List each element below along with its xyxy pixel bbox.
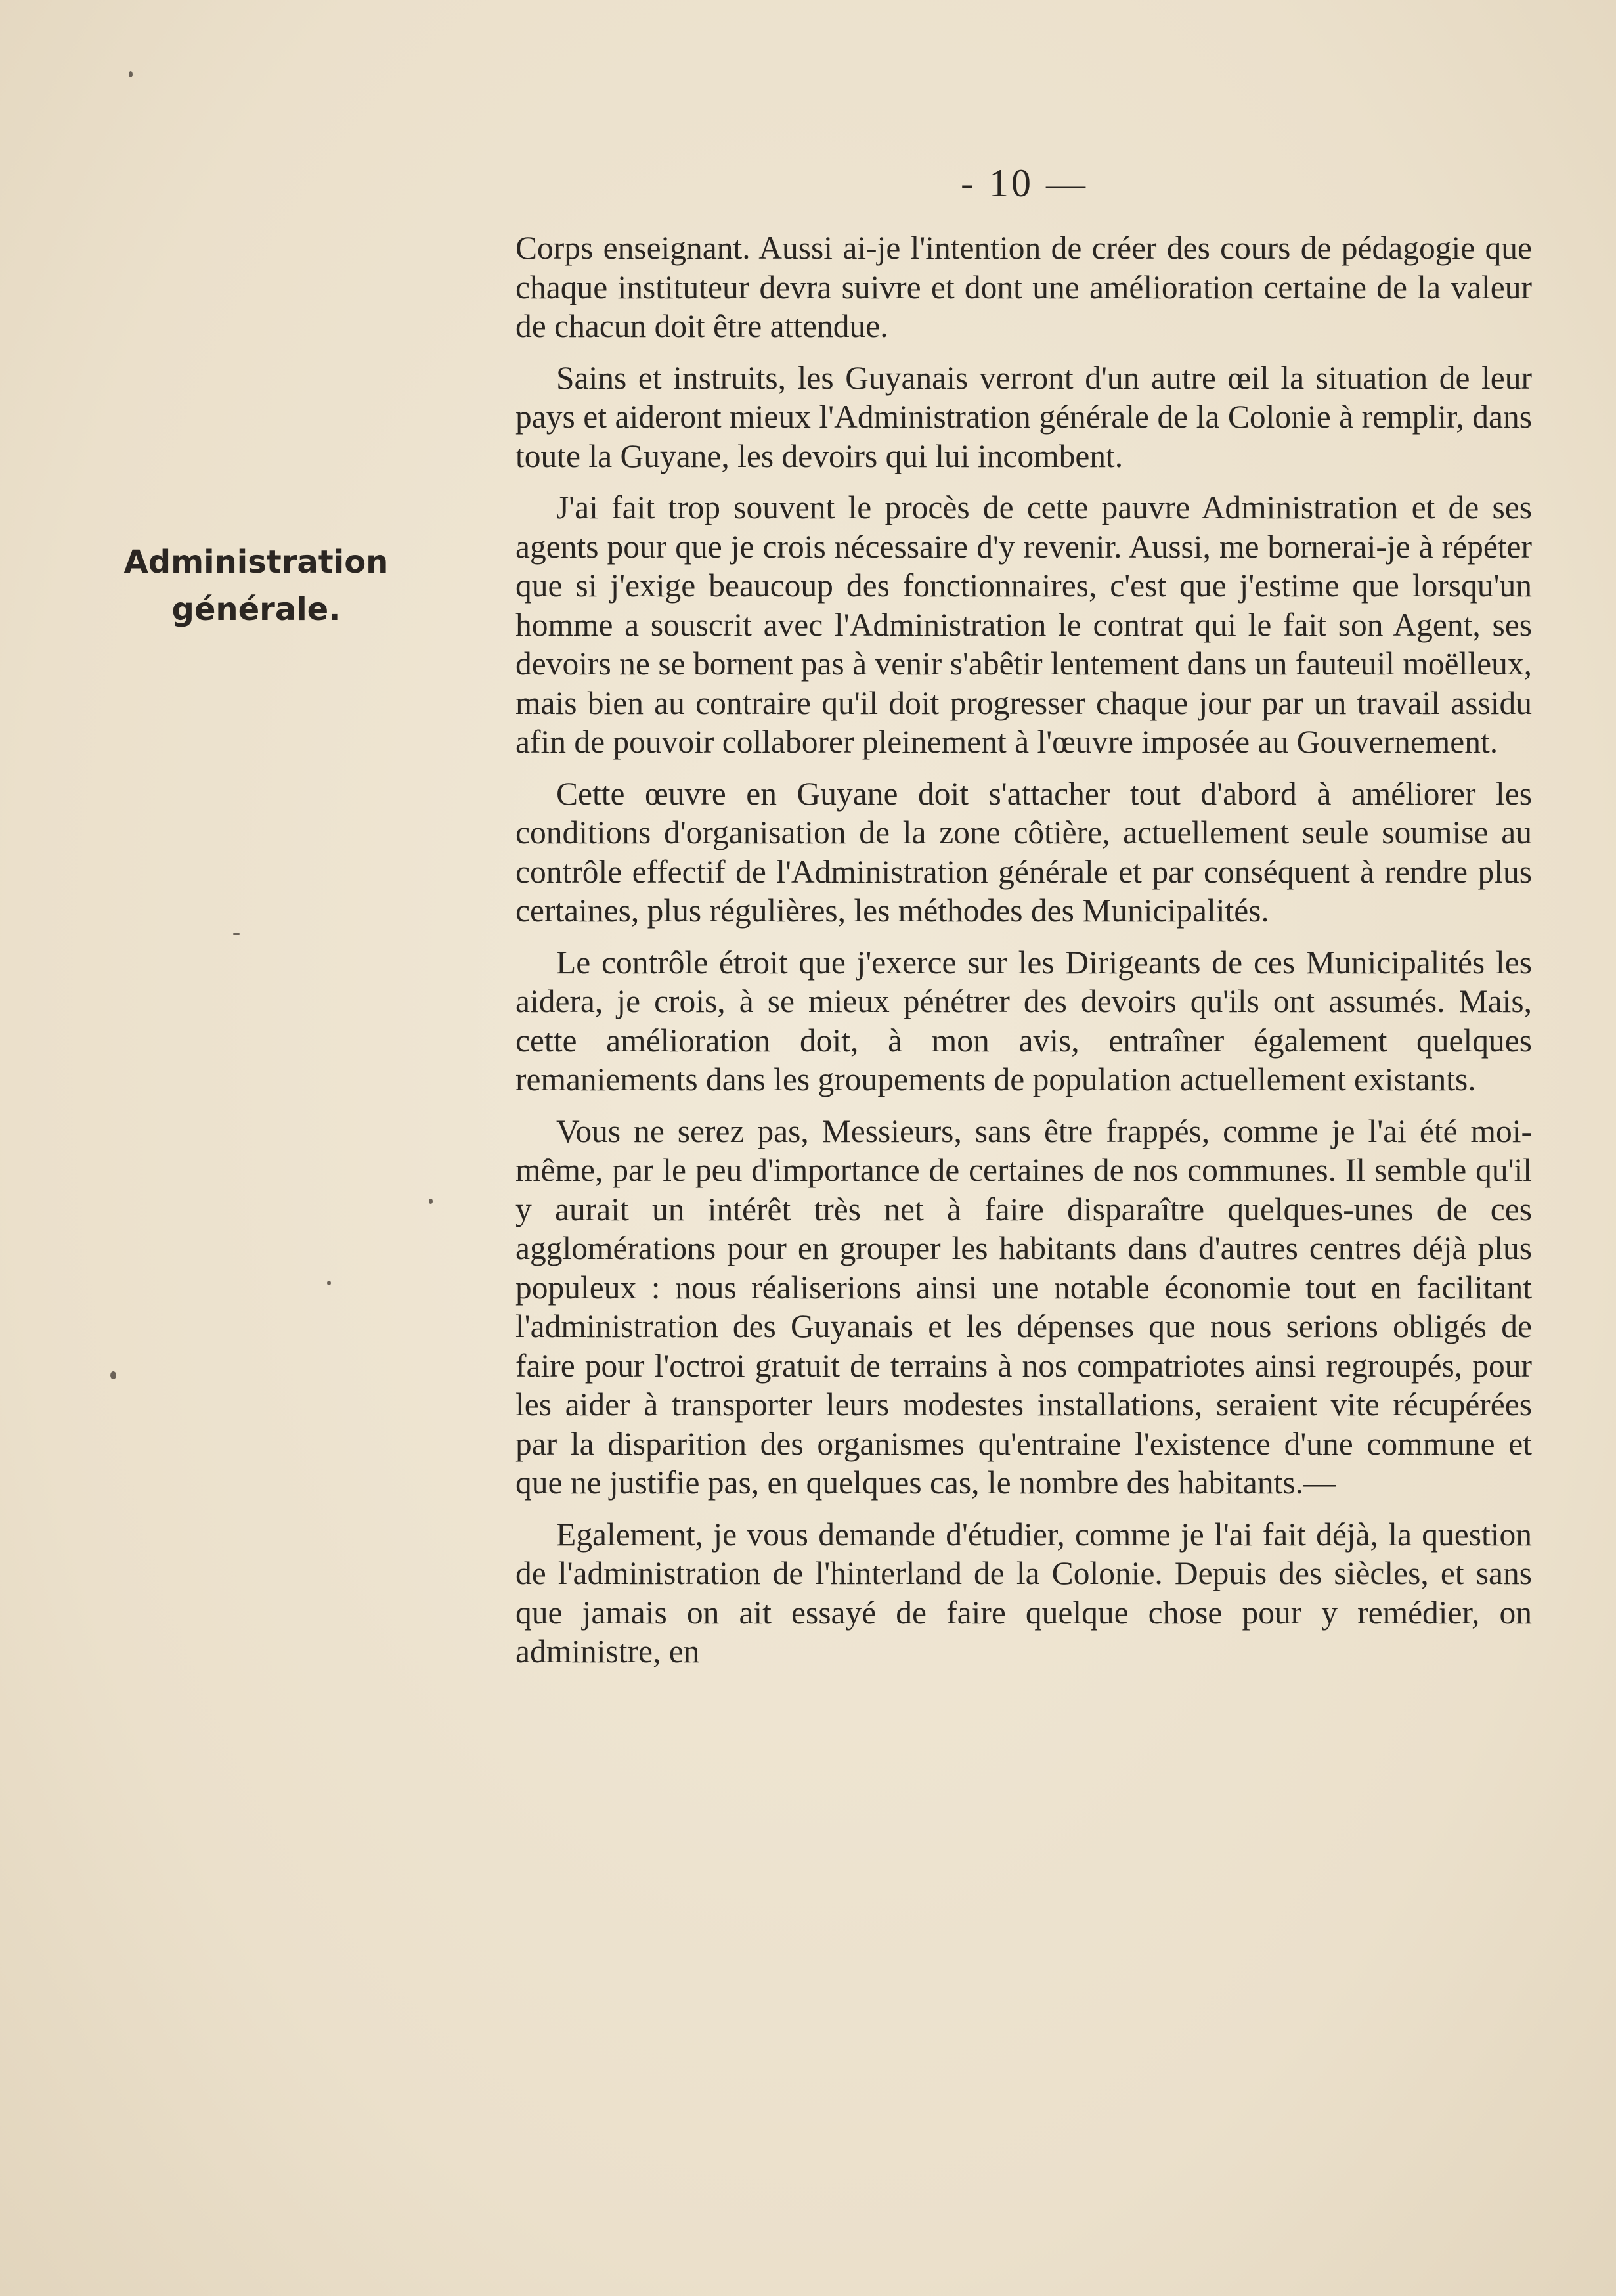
body-text (515, 229, 1532, 1684)
paragraph: Sains et instruits, les Guyanais verront d'un autre œil la situation de leur pays et aideront mieux l'Administration générale de la Colonie à remplir, dans toute la Guyane, les devoirs qui lui incombent. (515, 359, 1532, 474)
margin-note: Administration générale. (123, 544, 389, 628)
ink-speck (110, 1371, 116, 1379)
paragraph: Corps enseignant. Aussi ai-je l'intention de créer des cours de pédagogie que chaque instituteur devra suivre et dont une amélioration certaine de la valeur de chacun doit être attendue. (515, 230, 1532, 344)
page-number: - 10 — (961, 162, 1088, 205)
ink-speck (129, 71, 133, 77)
paragraph: Cette œuvre en Guyane doit s'attacher tout d'abord à améliorer les conditions d'organisation de la zone côtière, actuellement seule soumise au contrôle effectif de l'Administration générale et par conséquent à rendre plus certaines, plus régulières, les méthodes des Municipalités. (515, 775, 1532, 929)
ink-speck (429, 1199, 433, 1204)
paragraph: Le contrôle étroit que j'exerce sur les Dirigeants de ces Municipalités les aidera, je crois, à se mieux pénétrer des devoirs qu'ils ont assumés. Mais, cette amélioration doit, à mon avis, entraîner également quelques remaniements dans les groupements de population actuellement existants. (515, 944, 1532, 1097)
ink-speck (233, 933, 240, 935)
paragraph: Egalement, je vous demande d'étudier, comme je l'ai fait déjà, la question de l'administration de l'hinterland de la Colonie. Depuis des siècles, et sans que jamais on ait essayé de faire quelque chose pour y remédier, on administre, en (515, 1516, 1532, 1669)
paragraph: J'ai fait trop souvent le procès de cette pauvre Administration et de ses agents pour que je crois nécessaire d'y revenir. Aussi, me bornerai-je à répéter que si j'exige beaucoup des fonctionnaires, c'est que j'estime que lorsqu'un homme a souscrit avec l'Administration le contrat qui le fait son Agent, ses devoirs ne se bornent pas à venir s'abêtir lentement dans un fauteuil moëlleux, mais bien au contraire qu'il doit progresser chaque jour par un travail assidu afin de pouvoir collaborer pleinement à l'œuvre imposée au Gouvernement. (515, 489, 1532, 760)
ink-speck (327, 1281, 331, 1285)
paragraph: Vous ne serez pas, Messieurs, sans être frappés, comme je l'ai été moi-même, par le peu d'importance de certaines de nos communes. Il semble qu'il y aurait un intérêt très net à faire disparaître quelques-unes de ces agglomérations pour en grouper les habitants dans d'autres centres déjà plus populeux : nous réaliserions ainsi une notable économie tout en facilitant l'administration des Guyanais et les dépenses que nous serions obligés de faire pour l'octroi gratuit de terrains à nos compatriotes ainsi regroupés, pour les aider à transporter leurs modestes installations, seraient vite récupérées par la disparition des organismes qu'entraine l'existence d'une commune et que ne justifie pas, en quelques cas, le nombre des habitants.— (515, 1113, 1532, 1501)
